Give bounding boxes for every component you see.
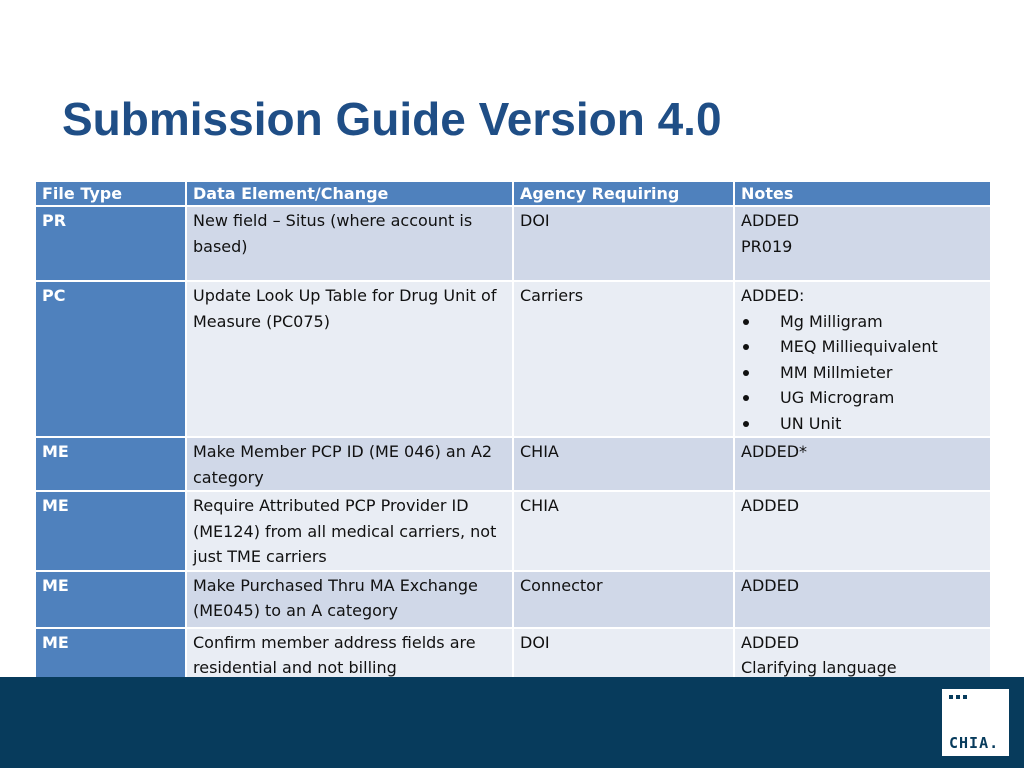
notes-heading: ADDED: [741, 286, 805, 305]
table-row [35, 281, 991, 437]
notes-cell: ADDED* [734, 437, 991, 491]
list-item [741, 411, 984, 437]
file-type-cell: ME [35, 571, 186, 628]
header-data-element: Data Element/Change [186, 181, 513, 206]
notes-cell [734, 281, 991, 437]
list-item [741, 309, 984, 335]
notes-cell: ADDED Clarifying language [734, 628, 991, 682]
list-item-label: UG Microgram [780, 388, 895, 407]
list-item [741, 360, 984, 386]
change-cell: Make Purchased Thru MA Exchange (ME045) to an A category [186, 571, 513, 628]
file-type-cell: PR [35, 206, 186, 281]
list-item [741, 385, 984, 411]
list-item-label: Mg Milligram [780, 311, 883, 331]
notes-cell: ADDED PR019 [734, 206, 991, 281]
table-header-row [35, 181, 991, 206]
change-cell: New field – Situs (where account is based) [186, 206, 513, 281]
changes-table [34, 180, 992, 683]
file-type-cell: PC [35, 281, 186, 437]
logo-text: CHIA. [949, 734, 1000, 752]
table-row [35, 206, 991, 281]
chia-logo [942, 689, 1009, 756]
bullet-icon [743, 319, 749, 325]
logo-dots-icon [949, 695, 967, 699]
header-file-type: File Type [35, 181, 186, 206]
table-row [35, 628, 991, 682]
agency-cell: Connector [513, 571, 734, 628]
list-item-label: MEQ Milliequivalent [780, 337, 938, 356]
table-row [35, 491, 991, 571]
change-cell: Confirm member address fields are residential and not billing [186, 628, 513, 682]
file-type-cell: ME [35, 628, 186, 682]
list-item-label: UN Unit [780, 413, 842, 433]
list-item [741, 334, 984, 360]
bullet-icon [743, 370, 749, 376]
agency-cell: CHIA [513, 437, 734, 491]
agency-cell: CHIA [513, 491, 734, 571]
bullet-icon [743, 395, 749, 401]
agency-cell: DOI [513, 628, 734, 682]
notes-cell: ADDED [734, 491, 991, 571]
agency-cell: DOI [513, 206, 734, 281]
notes-cell: ADDED [734, 571, 991, 628]
change-cell: Make Member PCP ID (ME 046) an A2 category [186, 437, 513, 491]
footer-bar [0, 677, 1024, 768]
table-row [35, 437, 991, 491]
bullet-icon [743, 421, 749, 427]
header-notes: Notes [734, 181, 991, 206]
change-cell: Update Look Up Table for Drug Unit of Measure (PC075) [186, 281, 513, 437]
page-title: Submission Guide Version 4.0 [62, 93, 722, 145]
list-item-label: MM Millmieter [780, 362, 893, 382]
file-type-cell: ME [35, 491, 186, 571]
bullet-icon [743, 344, 749, 350]
table-row [35, 571, 991, 628]
change-cell: Require Attributed PCP Provider ID (ME124) from all medical carriers, not just TME carriers [186, 491, 513, 571]
header-agency: Agency Requiring [513, 181, 734, 206]
agency-cell: Carriers [513, 281, 734, 437]
unit-list [741, 309, 984, 437]
file-type-cell: ME [35, 437, 186, 491]
